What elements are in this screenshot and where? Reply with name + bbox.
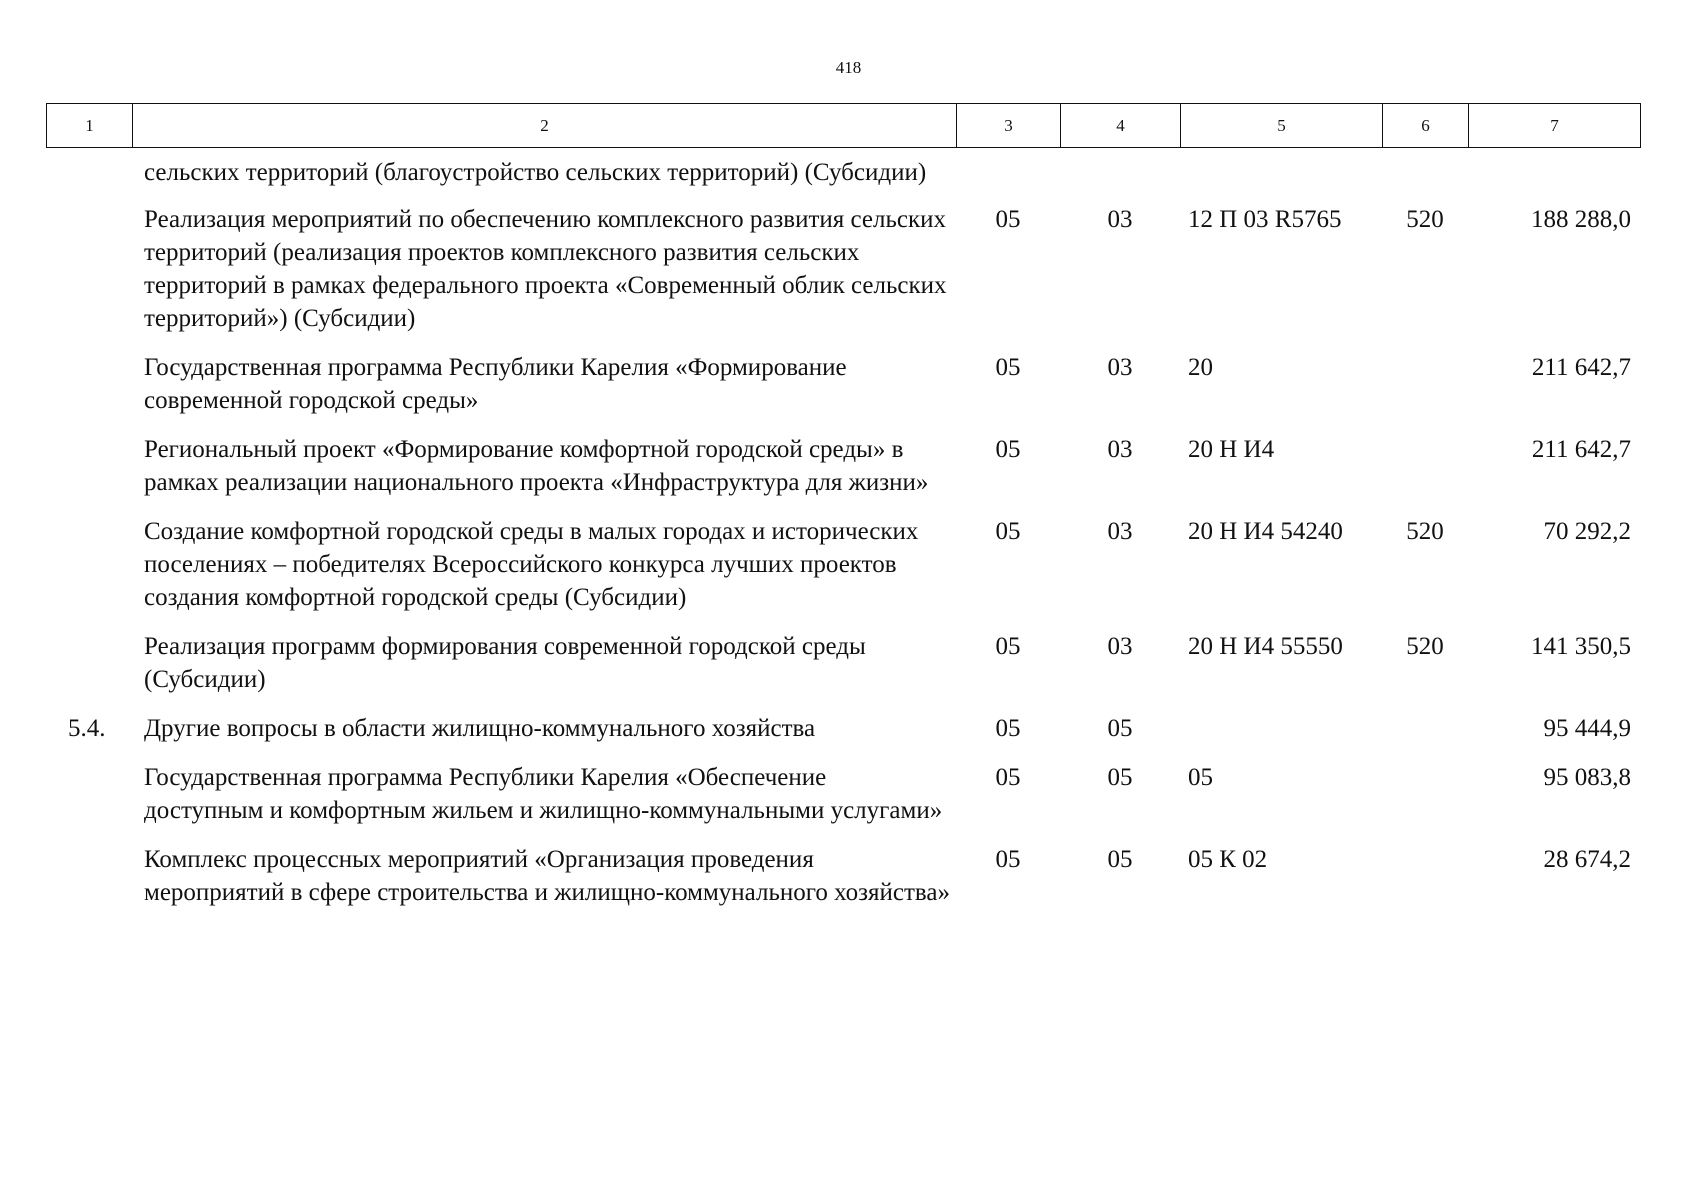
row-section: 05 xyxy=(995,633,1021,660)
table-row xyxy=(46,630,1640,696)
row-number xyxy=(46,433,132,499)
row-name: Государственная программа Республики Карелия «Обеспечение доступным и комфортным жильем и жилищно-коммунальными услугами» xyxy=(144,764,943,824)
table-row xyxy=(46,712,1640,745)
row-section: 05 xyxy=(995,518,1021,545)
row-name: сельских территорий (благоустройство сельских территорий) (Субсидии) xyxy=(144,159,927,186)
column-header-table xyxy=(46,103,1641,148)
row-subsection: 03 xyxy=(1107,436,1133,463)
row-section: 05 xyxy=(995,846,1021,873)
row-expense-type xyxy=(1382,843,1468,909)
table-row xyxy=(46,203,1640,335)
row-name: Комплекс процессных мероприятий «Организация проведения мероприятий в сфере строительства и жилищно-коммунального хозяйства» xyxy=(144,846,951,906)
column-header-7: 7 xyxy=(1469,104,1641,148)
row-expense-type: 520 xyxy=(1406,206,1444,233)
row-section: 05 xyxy=(995,206,1021,233)
table-row xyxy=(46,843,1640,909)
row-expense-type xyxy=(1382,351,1468,417)
page-number: 418 xyxy=(835,58,862,77)
row-sum: 211 642,7 xyxy=(1531,436,1631,463)
row-number xyxy=(46,761,132,827)
column-header-5: 5 xyxy=(1181,104,1383,148)
row-name: Реализация мероприятий по обеспечению комплексного развития сельских территорий (реализация проектов комплексного развития сельских территорий в рамках федерального проекта «Современный облик сельских территорий») (Субсидии) xyxy=(144,206,947,332)
row-target-code: 05 xyxy=(1188,764,1213,791)
row-section: 05 xyxy=(995,354,1021,381)
row-target-code: 20 Н И4 54240 xyxy=(1188,518,1343,545)
row-section: 05 xyxy=(995,764,1021,791)
row-target-code: 20 Н И4 55550 xyxy=(1188,633,1343,660)
row-target-code xyxy=(1180,712,1382,745)
row-subsection: 05 xyxy=(1107,715,1133,742)
row-expense-type xyxy=(1382,156,1468,189)
column-header-2: 2 xyxy=(133,104,957,148)
row-sum: 188 288,0 xyxy=(1531,206,1631,233)
table-row xyxy=(46,515,1640,614)
row-number: 5.4. xyxy=(68,715,106,742)
row-subsection: 03 xyxy=(1107,518,1133,545)
row-number xyxy=(46,843,132,909)
row-section: 05 xyxy=(995,715,1021,742)
row-number xyxy=(46,630,132,696)
row-sum: 141 350,5 xyxy=(1531,633,1631,660)
row-target-code: 05 К 02 xyxy=(1188,846,1268,873)
row-subsection: 03 xyxy=(1107,354,1133,381)
row-section xyxy=(956,156,1060,189)
row-number xyxy=(46,203,132,335)
row-sum: 95 444,9 xyxy=(1543,715,1631,742)
row-expense-type: 520 xyxy=(1406,518,1444,545)
row-sum: 95 083,8 xyxy=(1543,764,1631,791)
row-number xyxy=(46,351,132,417)
budget-table-body xyxy=(46,156,1640,925)
row-subsection: 03 xyxy=(1107,206,1133,233)
table-row xyxy=(46,156,1640,189)
table-row xyxy=(46,761,1640,827)
row-subsection: 05 xyxy=(1107,846,1133,873)
column-header-4: 4 xyxy=(1061,104,1181,148)
row-name: Региональный проект «Формирование комфортной городской среды» в рамках реализации национального проекта «Инфраструктура для жизни» xyxy=(144,436,929,496)
row-target-code xyxy=(1180,156,1382,189)
row-name: Реализация программ формирования современной городской среды (Субсидии) xyxy=(144,633,866,693)
table-row xyxy=(46,433,1640,499)
column-header-1: 1 xyxy=(47,104,133,148)
row-expense-type: 520 xyxy=(1406,633,1444,660)
row-expense-type xyxy=(1382,433,1468,499)
row-subsection: 03 xyxy=(1107,633,1133,660)
row-subsection xyxy=(1060,156,1180,189)
row-sum: 70 292,2 xyxy=(1543,518,1631,545)
row-sum xyxy=(1468,156,1640,189)
row-subsection: 05 xyxy=(1107,764,1133,791)
row-target-code: 12 П 03 R5765 xyxy=(1188,206,1342,233)
row-sum: 28 674,2 xyxy=(1543,846,1631,873)
column-header-row xyxy=(47,104,1641,148)
row-expense-type xyxy=(1382,761,1468,827)
row-name: Создание комфортной городской среды в малых городах и исторических поселениях – победителях Всероссийского конкурса лучших проектов создания комфортной городской среды (Субсидии) xyxy=(144,518,919,611)
row-section: 05 xyxy=(995,436,1021,463)
column-header-3: 3 xyxy=(957,104,1061,148)
row-name: Государственная программа Республики Карелия «Формирование современной городской среды» xyxy=(144,354,847,414)
row-expense-type xyxy=(1382,712,1468,745)
row-number xyxy=(46,515,132,614)
column-header-6: 6 xyxy=(1383,104,1469,148)
table-row xyxy=(46,351,1640,417)
row-sum: 211 642,7 xyxy=(1531,354,1631,381)
row-target-code: 20 Н И4 xyxy=(1188,436,1275,463)
row-name: Другие вопросы в области жилищно-коммунального хозяйства xyxy=(144,715,816,742)
row-number xyxy=(46,156,132,189)
row-target-code: 20 xyxy=(1188,354,1213,381)
